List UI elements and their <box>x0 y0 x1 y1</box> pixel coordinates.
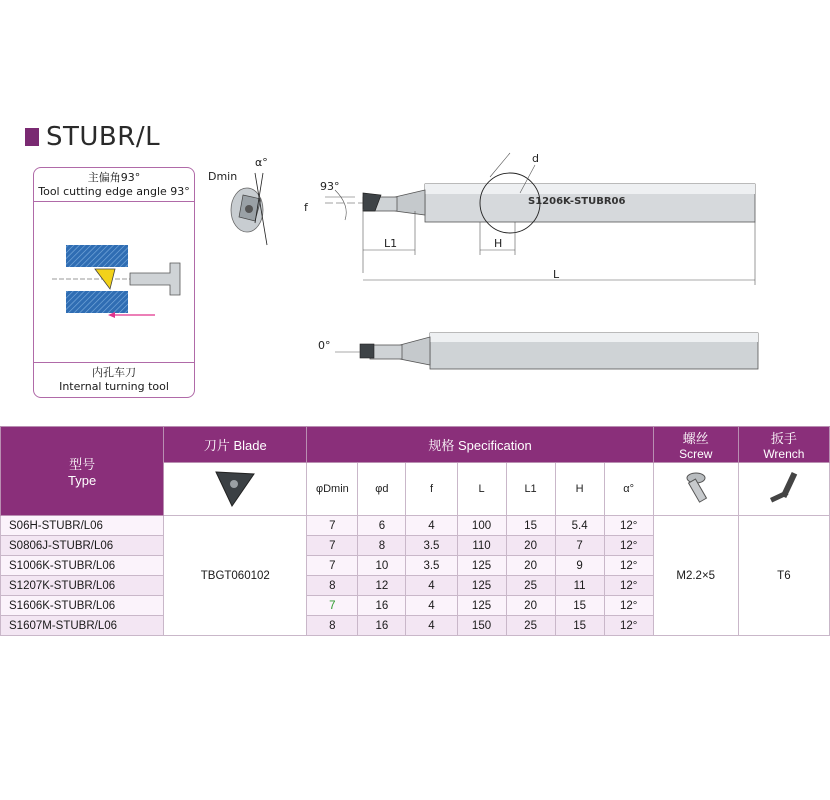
table-row: S1207K-STUBR/L06 8 12 4 125 25 11 12° <box>1 576 830 596</box>
blade-value: TBGT060102 <box>164 516 307 636</box>
tool-side-view <box>330 325 760 380</box>
tool-caption-cn: 内孔车刀 <box>92 366 136 379</box>
col-d: φd <box>358 463 406 516</box>
side-insert-icon <box>360 344 374 358</box>
screw-icon <box>676 468 716 508</box>
tool-caption-en: Internal turning tool <box>59 380 169 393</box>
spec-table <box>0 426 830 636</box>
shank-engraving: S1206K-STUBR06 <box>528 196 626 207</box>
screw-value: M2.2×5 <box>653 516 738 636</box>
wrench-icon <box>764 468 804 508</box>
spec-header: 规格 Specification <box>307 427 653 463</box>
table-row: S06H-STUBR/L06 TBGT060102 7 6 4 100 15 5.4 12° M2.2×5 T6 <box>1 516 830 536</box>
h-label: H <box>494 237 503 250</box>
angle-caption-cn: 主偏角93° <box>87 171 141 184</box>
page-title: STUBR/L <box>46 122 161 152</box>
angle-caption-en: Tool cutting edge angle 93° <box>38 185 190 198</box>
screw-image <box>653 463 738 516</box>
alpha-label: α° <box>255 156 268 169</box>
col-h: H <box>555 463 604 516</box>
table-row: S0806J-STUBR/L06 7 8 3.5 110 20 7 12° <box>1 536 830 556</box>
dmin-label: Dmin <box>208 170 238 183</box>
type-header: 型号 Type <box>1 427 164 516</box>
table-row: S1606K-STUBR/L06 7 16 4 125 20 15 12° <box>1 596 830 616</box>
diagram-divider <box>33 201 195 202</box>
wrench-header: 扳手 Wrench <box>738 427 829 463</box>
wrench-value: T6 <box>738 516 829 636</box>
screw-header: 螺丝 Screw <box>653 427 738 463</box>
diagram-divider <box>33 362 195 363</box>
l-label: L <box>553 268 560 281</box>
blade-image <box>164 463 307 516</box>
table-row: S1607M-STUBR/L06 8 16 4 150 25 15 12° <box>1 616 830 636</box>
wrench-image <box>738 463 829 516</box>
col-alpha: α° <box>604 463 653 516</box>
angle-0-label: 0° <box>318 339 331 352</box>
workpiece-bottom <box>66 291 128 313</box>
title-marker <box>25 128 39 146</box>
col-l1: L1 <box>506 463 555 516</box>
blade-header: 刀片 Blade <box>164 427 307 463</box>
col-l: L <box>457 463 506 516</box>
internal-turning-illustration <box>40 205 190 360</box>
tool-top-view <box>305 145 765 290</box>
l1-label: L1 <box>384 237 398 250</box>
col-f: f <box>406 463 457 516</box>
blade-triangle-icon <box>210 466 260 510</box>
angle-93-label: 93° <box>320 180 340 193</box>
end-view-drawing <box>225 165 295 255</box>
col-dmin: φDmin <box>307 463 358 516</box>
workpiece-top <box>66 245 128 267</box>
d-label: d <box>532 152 539 165</box>
f-label: f <box>304 201 308 214</box>
table-row: S1006K-STUBR/L06 7 10 3.5 125 20 9 12° <box>1 556 830 576</box>
